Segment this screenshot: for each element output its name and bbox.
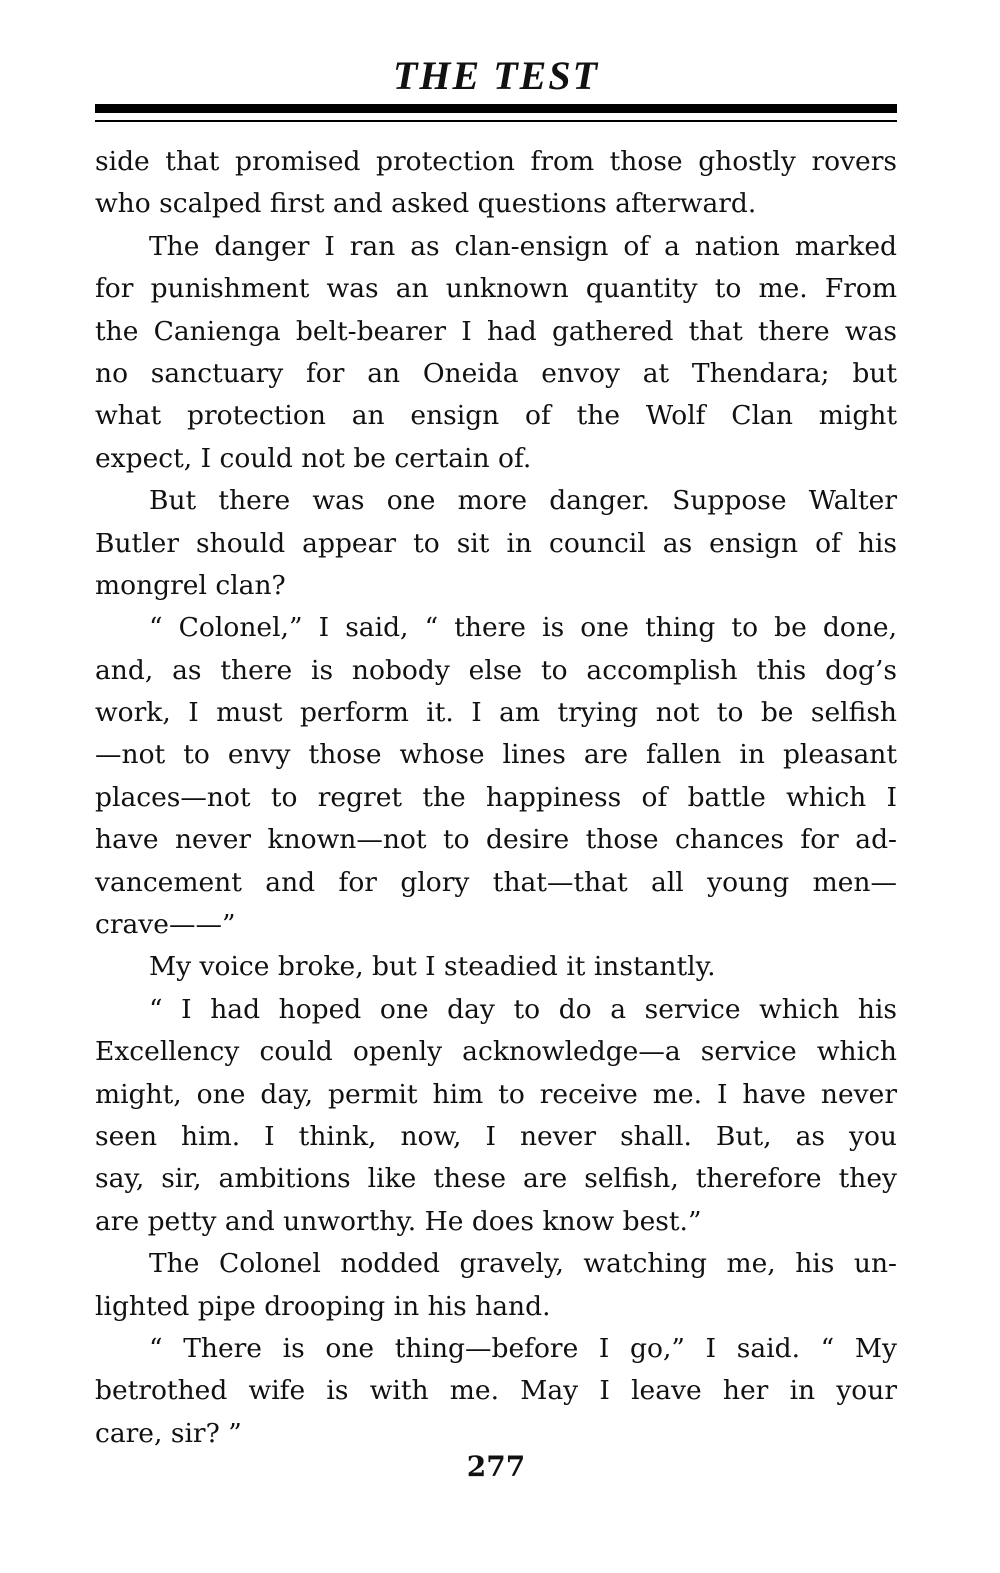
text-line: no sanctuary for an Oneida envoy at Thendara; but	[95, 357, 897, 389]
paragraph	[95, 946, 897, 988]
text-line: —not to envy those whose lines are fallen in pleasant	[95, 739, 897, 771]
header-rule-thick	[95, 104, 897, 113]
running-head: THE TEST	[392, 53, 600, 98]
paragraph	[95, 989, 897, 1243]
paragraph	[95, 1328, 897, 1455]
header-rule-thin	[95, 120, 897, 122]
text-line: say, sir, ambitions like these are selfish, therefore they	[95, 1163, 897, 1195]
book-page	[95, 0, 897, 1573]
text-line: betrothed wife is with me. May I leave her in your	[95, 1375, 897, 1407]
text-line: work, I must perform it. I am trying not to be selfish	[95, 697, 897, 729]
text-line: who scalped first and asked questions afterward.	[95, 188, 757, 220]
text-line: are petty and unworthy. He does know best.”	[95, 1205, 702, 1237]
text-line: might, one day, permit him to receive me. I have never	[95, 1078, 897, 1110]
text-line: and, as there is nobody else to accomplish this dog’s	[95, 654, 897, 686]
text-line: seen him. I think, now, I never shall. But, as you	[95, 1120, 897, 1152]
text-line: “ Colonel,” I said, “ there is one thing to be done,	[149, 612, 897, 644]
text-line: crave——”	[95, 909, 236, 941]
text-line: The Colonel nodded gravely, watching me, his un-	[149, 1248, 897, 1280]
text-line: My voice broke, but I steadied it instantly.	[149, 951, 716, 983]
body-text	[95, 141, 897, 1455]
paragraph	[95, 141, 897, 226]
text-line: what protection an ensign of the Wolf Clan might	[95, 400, 897, 432]
text-line: But there was one more danger. Suppose Walter	[149, 485, 897, 517]
paragraph	[95, 226, 897, 480]
text-line: care, sir? ”	[95, 1417, 242, 1449]
text-line: The danger I ran as clan-ensign of a nation marked	[149, 230, 897, 262]
text-line: places—not to regret the happiness of battle which I	[95, 781, 897, 813]
page-number: 277	[466, 1450, 526, 1483]
text-line: the Canienga belt-bearer I had gathered that there was	[95, 315, 897, 347]
text-line: Excellency could openly acknowledge—a service which	[95, 1036, 897, 1068]
text-line: lighted pipe drooping in his hand.	[95, 1290, 551, 1322]
text-line: have never known—not to desire those chances for ad-	[95, 824, 897, 856]
paragraph	[95, 1243, 897, 1328]
text-line: Butler should appear to sit in council as ensign of his	[95, 527, 897, 559]
paragraph	[95, 480, 897, 607]
text-line: vancement and for glory that—that all young men—	[95, 866, 897, 898]
text-line: mongrel clan?	[95, 569, 286, 601]
paragraph	[95, 607, 897, 946]
text-line: “ I had hoped one day to do a service which his	[149, 993, 897, 1025]
text-line: “ There is one thing—before I go,” I said. “ My	[149, 1332, 897, 1364]
text-line: side that promised protection from those ghostly rovers	[95, 146, 897, 177]
text-line: expect, I could not be certain of.	[95, 442, 532, 474]
text-line: for punishment was an unknown quantity to me. From	[95, 273, 897, 305]
